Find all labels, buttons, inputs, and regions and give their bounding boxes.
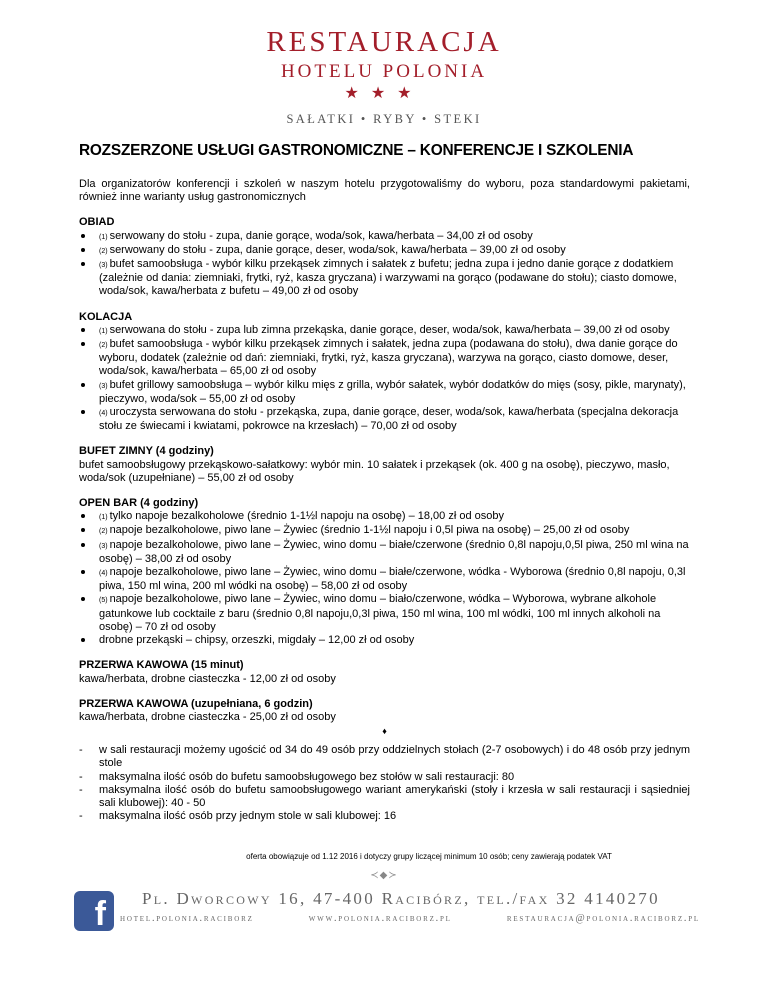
section-obiad: [79, 216, 690, 298]
item-number: (2): [99, 342, 108, 350]
item-number: (3): [99, 262, 108, 270]
section-text: bufet samoobsługowy przekąskowo-sałatkowy: wybór min. 10 sałatek i przekąsek (ok. 400 g na osobę), pieczywo, masło, woda/sok (uzupełniane) – 55,00 zł od osoby: [79, 458, 670, 484]
list-item: [79, 510, 690, 524]
rating-stars: ★★★: [344, 85, 424, 102]
item-number: (4): [99, 410, 108, 418]
section-title: PRZERWA KAWOWA (15 minut): [79, 659, 244, 672]
section-title: KOLACJA: [79, 310, 133, 323]
item-text: serwowany do stołu - zupa, danie gorące, deser, woda/sok, kawa/herbata – 39,00 zł od osoby: [109, 243, 566, 256]
list-item: [79, 539, 690, 566]
section-openbar: [79, 497, 690, 647]
list-item: [79, 338, 690, 379]
list-item: [79, 230, 690, 244]
tagline: SAŁATKI • RYBY • STEKI: [286, 112, 482, 126]
item-text: serwowana do stołu - zupa lub zimna przekąska, danie gorące, deser, woda/sok, kawa/herbata – 39,00 zł od osoby: [109, 323, 670, 336]
intro-paragraph: Dla organizatorów konferencji i szkoleń w naszym hotelu przygotowaliśmy do wyboru, poza standardowymi pakietami, również inne warianty usług gastronomicznych: [79, 178, 690, 204]
section-title: OPEN BAR (4 godziny): [79, 497, 199, 510]
list-item: [79, 524, 690, 538]
list-item: [79, 258, 690, 299]
page-title: ROZSZERZONE USŁUGI GASTRONOMICZNE – KONFERENCJE I SZKOLENIA: [79, 142, 634, 159]
item-number: (3): [99, 382, 108, 390]
item-number: (2): [99, 528, 108, 536]
item-text: napoje bezalkoholowe, piwo lane – Żywiec, wino domu – biało/czerwone, wódka – Wyborowa, wybrane alkohole gatunkowe lub cocktaile z baru (średnio 0,8l napoju,0,3l piwa, 150 ml wina, 100 ml wódki, 100 ml innych alkoholi na osobę) – 70 zł od osoby: [99, 593, 661, 633]
list-item: [79, 406, 690, 433]
note-item: - maksymalna ilość osób do bufetu samoobsługowego bez stołów w sali restauracji: 80: [79, 771, 690, 784]
item-text: napoje bezalkoholowe, piwo lane – Żywiec, wino domu – białe/czerwone, wódka - Wyborowa (średnio 0,8l napoju, 0,3l piwa, 150 ml wina, 200 ml wódki na osobę) – 58,00 zł od osoby: [99, 566, 686, 593]
openbar-list: [79, 510, 690, 647]
item-text: tylko napoje bezalkoholowe (średnio 1-1½l napoju na osobę) – 18,00 zł od osoby: [109, 510, 504, 523]
item-text: bufet samoobsługa - wybór kilku przekąsek zimnych i sałatek, jedna zupa (podawana do stołu), dwa danie gorące do wyboru, dodatek (zależnie od dań: ziemniaki, frytki, ryż, kasza gryczana), warzywa na gorąco, ciasto domowe, deser, woda/sok, kawa/herbata – 65,00 zł od osoby: [99, 338, 678, 378]
item-text: uroczysta serwowana do stołu - przekąska, zupa, danie gorące, deser, woda/sok, kawa/herbata (specjalna dekoracja stołu ze świecami i kwiatami, pokrowce na krzesłach) – 70,00 zł od osoby: [99, 406, 679, 433]
item-text: drobne przekąski – chipsy, orzeszki, migdały – 12,00 zł od osoby: [99, 634, 415, 647]
section-text: kawa/herbata, drobne ciasteczka - 12,00 zł od osoby: [79, 672, 336, 685]
section-kolacja: [79, 311, 690, 434]
facebook-icon[interactable]: f: [74, 891, 114, 931]
diamond-divider: ♦: [382, 726, 387, 737]
item-number: (4): [99, 570, 108, 578]
section-title: BUFET ZIMNY (4 godziny): [79, 445, 214, 458]
item-number: (2): [99, 247, 108, 255]
list-item: [79, 379, 690, 406]
website-link[interactable]: www.polonia.raciborz.pl: [308, 913, 452, 924]
footer-address: Pl. Dworcowy 16, 47-400 Racibórz, tel./fax 32 4140270: [142, 889, 660, 908]
section-text: kawa/herbata, drobne ciasteczka - 25,00 zł od osoby: [79, 710, 336, 723]
note-item: - w sali restauracji możemy ugościć od 34 do 49 osób przy oddzielnych stołach (2-7 osobowych) i do 48 osób przy jednym stole: [79, 744, 690, 770]
notes-list: [79, 744, 690, 823]
section-coffee-break-15: [79, 659, 690, 685]
list-item: [79, 634, 690, 647]
section-coffee-break-6h: [79, 698, 690, 724]
restaurant-name: RESTAURACJA: [266, 26, 502, 58]
item-number: (1): [99, 233, 108, 241]
list-item: [79, 593, 690, 634]
list-item: [79, 244, 690, 258]
document-body: [79, 141, 690, 823]
kolacja-list: [79, 324, 690, 434]
item-text: serwowany do stołu - zupa, danie gorące, woda/sok, kawa/herbata – 34,00 zł od osoby: [109, 229, 533, 242]
facebook-link[interactable]: hotel.polonia.raciborz: [120, 913, 254, 924]
list-item: [79, 324, 690, 338]
obiad-list: [79, 230, 690, 299]
section-title: PRZERWA KAWOWA (uzupełniana, 6 godzin): [79, 697, 313, 710]
hotel-name: HOTELU POLONIA: [280, 61, 488, 82]
note-item: - maksymalna ilość osób do bufetu samoobsługowego wariant amerykański (stoły i krzesła w sali restauracji i sąsiedniej sali klubowej): 40 - 50: [79, 784, 690, 810]
note-item: - maksymalna ilość osób przy jednym stole w sali klubowej: 16: [79, 810, 690, 823]
item-text: bufet samoobsługa - wybór kilku przekąsek zimnych i sałatek z bufetu; jedna zupa i jedno danie gorące z dodatkiem (zależnie od dania: ziemniaki, frytki, ryż, kasza gryczana) i warzywami na gorąco (podawane do stołu); ciasto domowe, woda/sok, kawa/herbata z bufetu – 49,00 zł od osoby: [99, 258, 677, 298]
item-text: napoje bezalkoholowe, piwo lane – Żywiec, wino domu – białe/czerwone (średnio 0,8l napoju,0,5l piwa, 250 ml wina na osobę) – 38,00 zł od osoby: [99, 538, 689, 565]
offer-note: oferta obowiązuje od 1.12 2016 i dotyczy grupy liczącej minimum 10 osób; ceny zawierają podatek VAT: [246, 852, 612, 861]
item-number: (1): [99, 327, 108, 335]
ornament-divider: ≺◆≻: [370, 870, 398, 881]
item-text: bufet grillowy samoobsługa – wybór kilku mięs z grilla, wybór sałatek, wybór dodatków do mięs (sosy, pikle, marynaty), pieczywo, woda/sok – 55,00 zł od osoby: [99, 378, 686, 405]
email-link[interactable]: restauracja@polonia.raciborz.pl: [506, 913, 700, 924]
item-number: (3): [99, 542, 108, 550]
item-number: (1): [99, 514, 108, 522]
list-item: [79, 566, 690, 593]
item-text: napoje bezalkoholowe, piwo lane – Żywiec (średnio 1-1½l napoju i 0,5l piwa na osobę) – 25,00 zł od osoby: [109, 524, 630, 537]
section-bufet: [79, 445, 690, 485]
footer-contacts: [120, 912, 700, 926]
item-number: (5): [99, 597, 108, 605]
section-title: OBIAD: [79, 216, 115, 229]
